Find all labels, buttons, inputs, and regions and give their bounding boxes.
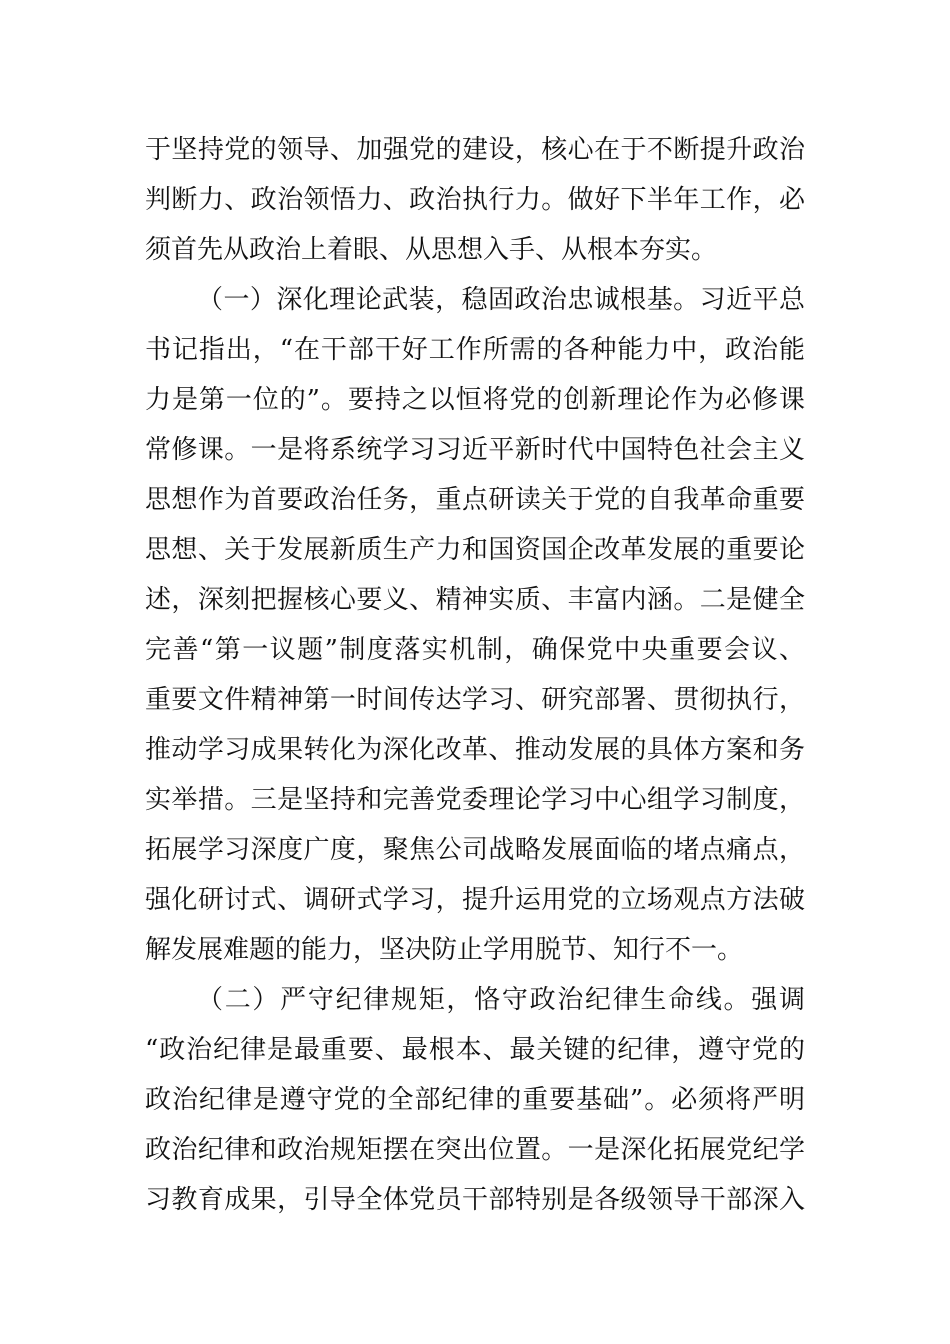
text-line: 政治纪律和政治规矩摆在突出位置。一是深化拓展党纪学 — [145, 1135, 805, 1165]
text-line: 推动学习成果转化为深化改革、推动发展的具体方案和务 — [145, 735, 805, 765]
text-line: 政治纪律是遵守党的全部纪律的重要基础”。必须将严明 — [145, 1085, 805, 1115]
text-line: 力是第一位的”。要持之以恒将党的创新理论作为必修课 — [145, 385, 805, 415]
text-line: 解发展难题的能力，坚决防止学用脱节、知行不一。 — [145, 935, 744, 965]
text-line: 完善“第一议题”制度落实机制，确保党中央重要会议、 — [145, 635, 805, 665]
text-line: 实举措。三是坚持和完善党委理论学习中心组学习制度， — [145, 785, 805, 815]
text-line: 思想、关于发展新质生产力和国资国企改革发展的重要论 — [145, 535, 805, 565]
text-line: “政治纪律是最重要、最根本、最关键的纪律，遵守党的 — [145, 1035, 805, 1065]
text-line: 强化研讨式、调研式学习，提升运用党的立场观点方法破 — [145, 885, 805, 915]
paragraph-heading-2: （二）严守纪律规矩，恪守政治纪律生命线。强调 — [197, 985, 805, 1015]
text-line: 须首先从政治上着眼、从思想入手、从根本夯实。 — [145, 235, 718, 265]
text-line: 述，深刻把握核心要义、精神实质、丰富内涵。二是健全 — [145, 585, 805, 615]
text-line: 拓展学习深度广度，聚焦公司战略发展面临的堵点痛点， — [145, 835, 805, 865]
text-line: 习教育成果，引导全体党员干部特别是各级领导干部深入 — [145, 1185, 805, 1215]
text-line: 书记指出，“在干部干好工作所需的各种能力中，政治能 — [145, 335, 805, 365]
text-line: 思想作为首要政治任务，重点研读关于党的自我革命重要 — [145, 485, 805, 515]
text-line: 判断力、政治领悟力、政治执行力。做好下半年工作，必 — [145, 185, 805, 215]
text-line: 于坚持党的领导、加强党的建设，核心在于不断提升政治 — [145, 135, 805, 165]
paragraph-heading-1: （一）深化理论武装，稳固政治忠诚根基。习近平总 — [197, 285, 805, 315]
text-line: 常修课。一是将系统学习习近平新时代中国特色社会主义 — [145, 435, 805, 465]
text-line: 重要文件精神第一时间传达学习、研究部署、贯彻执行， — [145, 685, 805, 715]
